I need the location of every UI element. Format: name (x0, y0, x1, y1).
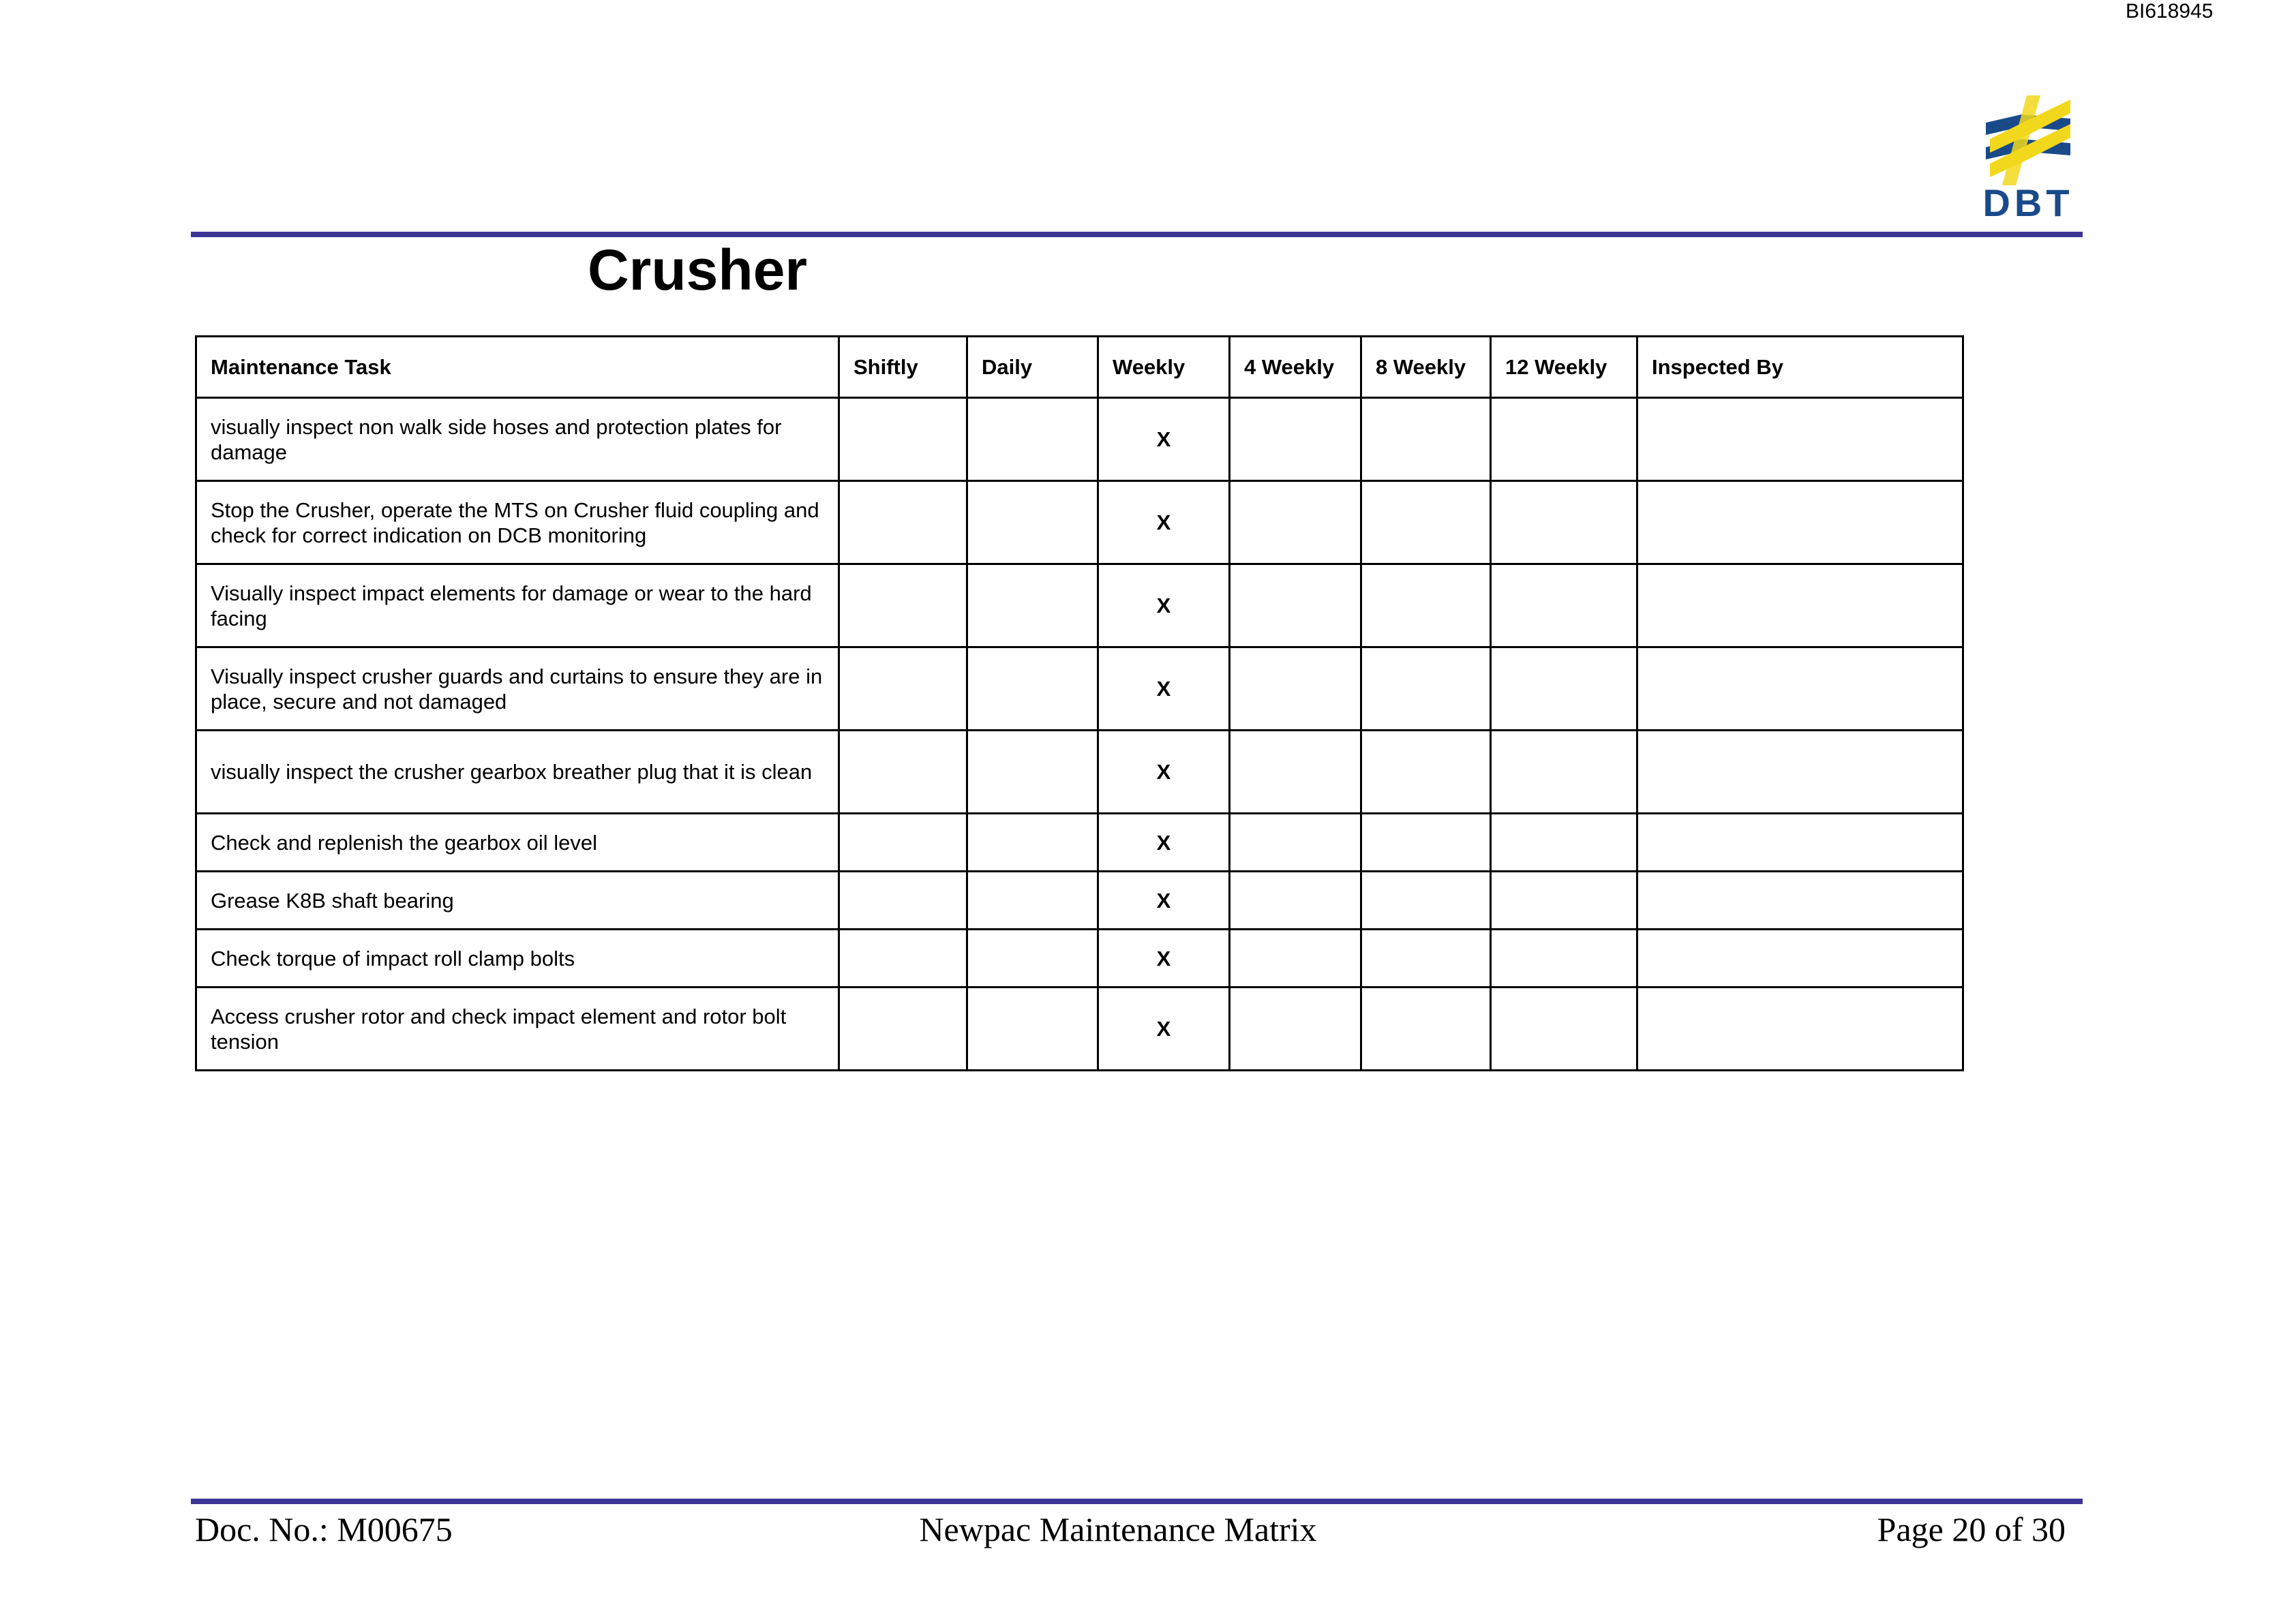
4-weekly-cell (1230, 988, 1361, 1071)
inspected-by-cell (1637, 647, 1963, 731)
task-cell: Grease K8B shaft bearing (196, 872, 839, 930)
8-weekly-cell (1361, 930, 1491, 988)
table-row (196, 564, 1963, 647)
inspected-by-cell (1637, 731, 1963, 814)
shiftly-cell (839, 930, 967, 988)
task-cell: Visually inspect impact elements for damage or wear to the hard facing (196, 564, 839, 647)
column-header-12-weekly: 12 Weekly (1491, 337, 1637, 398)
shiftly-cell (839, 564, 967, 647)
column-header-shiftly: Shiftly (839, 337, 967, 398)
task-cell: Access crusher rotor and check impact element and rotor bolt tension (196, 988, 839, 1071)
8-weekly-cell (1361, 872, 1491, 930)
document-id: BI618945 (2126, 0, 2214, 22)
inspected-by-cell (1637, 988, 1963, 1071)
inspected-by-cell (1637, 872, 1963, 930)
weekly-cell: X (1098, 647, 1230, 731)
table-row (196, 988, 1963, 1071)
daily-cell (967, 481, 1098, 564)
12-weekly-cell (1491, 872, 1637, 930)
8-weekly-cell (1361, 988, 1491, 1071)
8-weekly-cell (1361, 647, 1491, 731)
shiftly-cell (839, 988, 967, 1071)
4-weekly-cell (1230, 647, 1361, 731)
weekly-cell: X (1098, 564, 1230, 647)
4-weekly-cell (1230, 564, 1361, 647)
4-weekly-cell (1230, 930, 1361, 988)
8-weekly-cell (1361, 481, 1491, 564)
task-cell: Visually inspect crusher guards and curtains to ensure they are in place, secure and not damaged (196, 647, 839, 731)
8-weekly-cell (1361, 814, 1491, 872)
daily-cell (967, 814, 1098, 872)
table-row (196, 731, 1963, 814)
page-title: Crusher (588, 238, 808, 302)
8-weekly-cell (1361, 398, 1491, 481)
table-row (196, 930, 1963, 988)
12-weekly-cell (1491, 481, 1637, 564)
column-header-4-weekly: 4 Weekly (1230, 337, 1361, 398)
logo-text: DBT (1982, 181, 2074, 224)
shiftly-cell (839, 872, 967, 930)
4-weekly-cell (1230, 398, 1361, 481)
8-weekly-cell (1361, 564, 1491, 647)
8-weekly-cell (1361, 731, 1491, 814)
task-cell: Stop the Crusher, operate the MTS on Crusher fluid coupling and check for correct indication on DCB monitoring (196, 481, 839, 564)
4-weekly-cell (1230, 731, 1361, 814)
table-row (196, 398, 1963, 481)
daily-cell (967, 930, 1098, 988)
footer-rule (191, 1499, 2083, 1504)
4-weekly-cell (1230, 481, 1361, 564)
12-weekly-cell (1491, 930, 1637, 988)
column-header-maintenance-task: Maintenance Task (196, 337, 839, 398)
12-weekly-cell (1491, 988, 1637, 1071)
task-cell: visually inspect the crusher gearbox breather plug that it is clean (196, 731, 839, 814)
shiftly-cell (839, 398, 967, 481)
inspected-by-cell (1637, 398, 1963, 481)
daily-cell (967, 988, 1098, 1071)
task-cell: visually inspect non walk side hoses and protection plates for damage (196, 398, 839, 481)
column-header-inspected-by: Inspected By (1637, 337, 1963, 398)
4-weekly-cell (1230, 814, 1361, 872)
daily-cell (967, 872, 1098, 930)
maintenance-table (195, 335, 1964, 1071)
table-header-row (196, 337, 1963, 398)
12-weekly-cell (1491, 814, 1637, 872)
shiftly-cell (839, 647, 967, 731)
shiftly-cell (839, 814, 967, 872)
column-header-daily: Daily (967, 337, 1098, 398)
weekly-cell: X (1098, 814, 1230, 872)
shiftly-cell (839, 481, 967, 564)
4-weekly-cell (1230, 872, 1361, 930)
column-header-weekly: Weekly (1098, 337, 1230, 398)
inspected-by-cell (1637, 564, 1963, 647)
footer-doc-number: Doc. No.: M00675 (195, 1510, 453, 1548)
inspected-by-cell (1637, 930, 1963, 988)
12-weekly-cell (1491, 647, 1637, 731)
table-row (196, 647, 1963, 731)
column-header-8-weekly: 8 Weekly (1361, 337, 1491, 398)
daily-cell (967, 398, 1098, 481)
shiftly-cell (839, 731, 967, 814)
daily-cell (967, 731, 1098, 814)
task-cell: Check and replenish the gearbox oil level (196, 814, 839, 872)
weekly-cell: X (1098, 988, 1230, 1071)
table-row (196, 814, 1963, 872)
footer-page-number: Page 20 of 30 (1877, 1510, 2066, 1548)
footer-doc-title: Newpac Maintenance Matrix (919, 1510, 1317, 1548)
weekly-cell: X (1098, 872, 1230, 930)
inspected-by-cell (1637, 814, 1963, 872)
12-weekly-cell (1491, 398, 1637, 481)
table-row (196, 481, 1963, 564)
12-weekly-cell (1491, 731, 1637, 814)
daily-cell (967, 647, 1098, 731)
12-weekly-cell (1491, 564, 1637, 647)
weekly-cell: X (1098, 930, 1230, 988)
task-cell: Check torque of impact roll clamp bolts (196, 930, 839, 988)
daily-cell (967, 564, 1098, 647)
weekly-cell: X (1098, 731, 1230, 814)
weekly-cell: X (1098, 398, 1230, 481)
inspected-by-cell (1637, 481, 1963, 564)
table-row (196, 872, 1963, 930)
header-rule (191, 232, 2083, 237)
weekly-cell: X (1098, 481, 1230, 564)
